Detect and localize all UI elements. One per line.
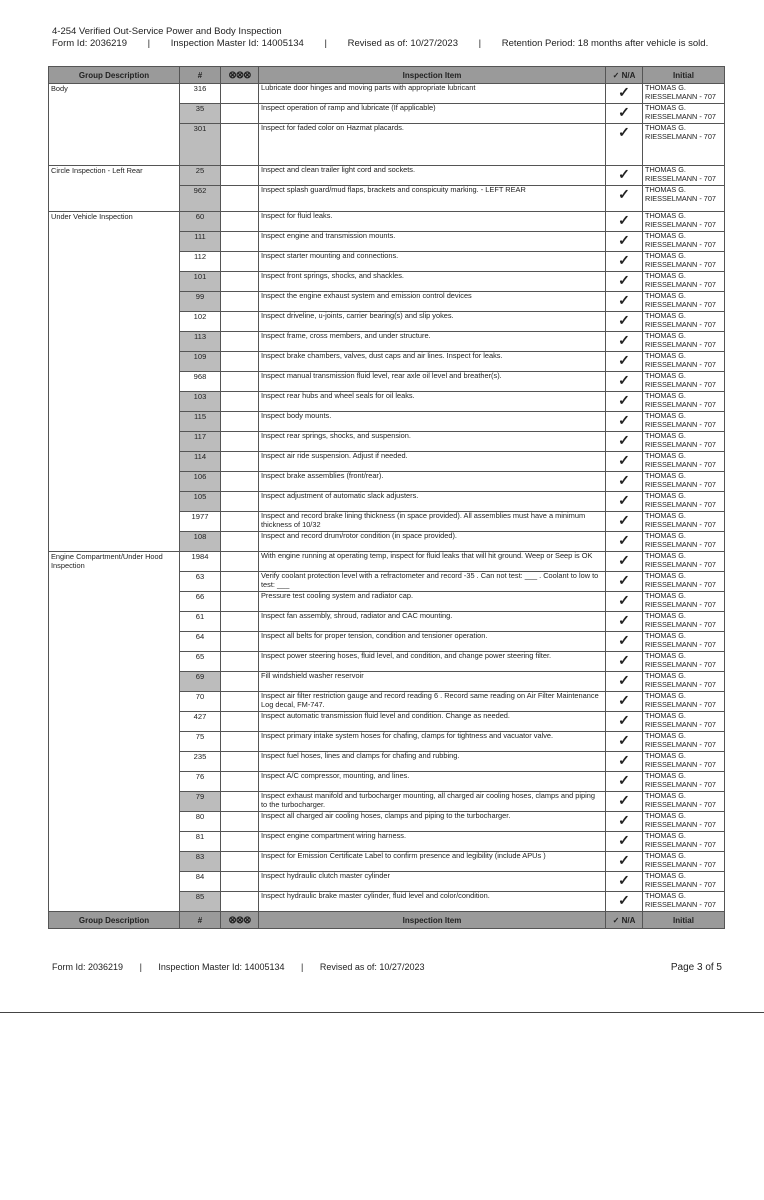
col-group-footer: Group Description	[49, 912, 180, 929]
inspection-item: Inspect exhaust manifold and turbocharger mounting, all charged air cooling hoses, clamps and piping to the turbocharger.	[259, 792, 606, 812]
check-mark: ✓	[606, 652, 643, 672]
table-row	[49, 166, 725, 186]
col-icon-footer	[221, 912, 259, 929]
fail-cell	[221, 872, 259, 892]
col-initial-header: Initial	[643, 67, 725, 84]
check-mark: ✓	[606, 372, 643, 392]
initial-cell: THOMAS G. RIESSELMANN - 707	[643, 632, 725, 652]
inspection-item: Inspect engine compartment wiring harness.	[259, 832, 606, 852]
inspection-item: Inspect engine and transmission mounts.	[259, 232, 606, 252]
fail-cell	[221, 186, 259, 212]
check-mark: ✓	[606, 892, 643, 912]
initial-cell: THOMAS G. RIESSELMANN - 707	[643, 872, 725, 892]
inspection-item: Inspect hydraulic clutch master cylinder	[259, 872, 606, 892]
check-mark: ✓	[606, 104, 643, 124]
fail-cell	[221, 892, 259, 912]
inspection-item: Inspect rear springs, shocks, and suspension.	[259, 432, 606, 452]
inspection-item: Inspect frame, cross members, and under structure.	[259, 332, 606, 352]
fail-cell	[221, 612, 259, 632]
fail-cell	[221, 252, 259, 272]
initial-cell: THOMAS G. RIESSELMANN - 707	[643, 232, 725, 252]
fail-cell	[221, 332, 259, 352]
check-mark: ✓	[606, 186, 643, 212]
document-header	[52, 26, 726, 50]
item-number: 66	[180, 592, 221, 612]
fail-cell	[221, 166, 259, 186]
initial-cell: THOMAS G. RIESSELMANN - 707	[643, 572, 725, 592]
initial-cell: THOMAS G. RIESSELMANN - 707	[643, 592, 725, 612]
fail-cell	[221, 412, 259, 432]
check-mark: ✓	[606, 124, 643, 166]
check-mark: ✓	[606, 732, 643, 752]
check-mark: ✓	[606, 752, 643, 772]
footer-form-id: Form Id: 2036219	[52, 962, 124, 972]
inspection-item: Inspect brake chambers, valves, dust caps and air lines. Inspect for leaks.	[259, 352, 606, 372]
check-mark: ✓	[606, 272, 643, 292]
initial-cell: THOMAS G. RIESSELMANN - 707	[643, 104, 725, 124]
initial-cell: THOMAS G. RIESSELMANN - 707	[643, 272, 725, 292]
item-number: 109	[180, 352, 221, 372]
item-number: 112	[180, 252, 221, 272]
check-mark: ✓	[606, 632, 643, 652]
form-id: Form Id: 2036219	[52, 38, 127, 49]
fail-icons: ⊗⊗⊗	[228, 69, 251, 81]
inspection-item: Inspect operation of ramp and lubricate (If applicable)	[259, 104, 606, 124]
initial-cell: THOMAS G. RIESSELMANN - 707	[643, 252, 725, 272]
check-mark: ✓	[606, 472, 643, 492]
header-meta: Form Id: 2036219 | Inspection Master Id: 14005134 | Revised as of: 10/27/2023 | Retention Period: 18 months after vehicle is sold.	[52, 38, 709, 49]
item-number: 113	[180, 332, 221, 352]
initial-cell: THOMAS G. RIESSELMANN - 707	[643, 166, 725, 186]
fail-cell	[221, 472, 259, 492]
initial-cell: THOMAS G. RIESSELMANN - 707	[643, 812, 725, 832]
item-number: 103	[180, 392, 221, 412]
item-number: 114	[180, 452, 221, 472]
fail-cell	[221, 104, 259, 124]
initial-cell: THOMAS G. RIESSELMANN - 707	[643, 672, 725, 692]
check-mark: ✓	[606, 412, 643, 432]
initial-cell: THOMAS G. RIESSELMANN - 707	[643, 892, 725, 912]
check-mark: ✓	[606, 852, 643, 872]
initial-cell: THOMAS G. RIESSELMANN - 707	[643, 552, 725, 572]
item-number: 65	[180, 652, 221, 672]
item-number: 79	[180, 792, 221, 812]
fail-cell	[221, 372, 259, 392]
fail-cell	[221, 232, 259, 252]
inspection-item: With engine running at operating temp, inspect for fluid leaks that will hit ground. Weep or Seep is OK	[259, 552, 606, 572]
check-mark: ✓	[606, 692, 643, 712]
check-mark: ✓	[606, 872, 643, 892]
item-number: 106	[180, 472, 221, 492]
item-number: 84	[180, 872, 221, 892]
fail-cell	[221, 392, 259, 412]
item-number: 115	[180, 412, 221, 432]
fail-cell	[221, 352, 259, 372]
inspection-item: Inspect fan assembly, shroud, radiator and CAC mounting.	[259, 612, 606, 632]
inspection-item: Inspect all belts for proper tension, condition and tensioner operation.	[259, 632, 606, 652]
check-mark: ✓	[606, 84, 643, 104]
inspection-item: Inspect primary intake system hoses for chafing, clamps for tightness and vacuator valve.	[259, 732, 606, 752]
retention-period: Retention Period: 18 months after vehicle is sold.	[501, 38, 709, 49]
fail-cell	[221, 692, 259, 712]
inspection-item: Inspect adjustment of automatic slack adjusters.	[259, 492, 606, 512]
col-group-header: Group Description	[49, 67, 180, 84]
inspection-item: Inspect for Emission Certificate Label to confirm presence and legibility (include APUs )	[259, 852, 606, 872]
item-number: 1977	[180, 512, 221, 532]
check-mark: ✓	[606, 292, 643, 312]
item-number: 301	[180, 124, 221, 166]
item-number: 108	[180, 532, 221, 552]
table-row	[49, 84, 725, 104]
item-number: 1984	[180, 552, 221, 572]
fail-cell	[221, 432, 259, 452]
inspection-item: Inspect and record brake lining thickness (in space provided). All assemblies must have a minimum thickness of 10/32	[259, 512, 606, 532]
item-number: 105	[180, 492, 221, 512]
inspection-table	[48, 66, 725, 929]
fail-cell	[221, 852, 259, 872]
inspection-item: Inspect fuel hoses, lines and clamps for chafing and rubbing.	[259, 752, 606, 772]
initial-cell: THOMAS G. RIESSELMANN - 707	[643, 692, 725, 712]
fail-cell	[221, 312, 259, 332]
initial-cell: THOMAS G. RIESSELMANN - 707	[643, 412, 725, 432]
table-footer-row	[49, 912, 725, 929]
item-number: 81	[180, 832, 221, 852]
fail-cell	[221, 712, 259, 732]
inspection-item: Inspect for fluid leaks.	[259, 212, 606, 232]
check-mark: ✓	[606, 612, 643, 632]
inspection-item: Inspect A/C compressor, mounting, and lines.	[259, 772, 606, 792]
fail-cell	[221, 292, 259, 312]
initial-cell: THOMAS G. RIESSELMANN - 707	[643, 432, 725, 452]
initial-cell: THOMAS G. RIESSELMANN - 707	[643, 772, 725, 792]
item-number: 85	[180, 892, 221, 912]
page-divider	[0, 1012, 764, 1013]
initial-cell: THOMAS G. RIESSELMANN - 707	[643, 452, 725, 472]
initial-cell: THOMAS G. RIESSELMANN - 707	[643, 392, 725, 412]
item-number: 101	[180, 272, 221, 292]
initial-cell: THOMAS G. RIESSELMANN - 707	[643, 852, 725, 872]
table-row	[49, 552, 725, 572]
inspection-item: Inspect the engine exhaust system and emission control devices	[259, 292, 606, 312]
initial-cell: THOMAS G. RIESSELMANN - 707	[643, 372, 725, 392]
inspection-item: Inspect body mounts.	[259, 412, 606, 432]
group-description: Body	[49, 84, 180, 166]
check-mark: ✓	[606, 332, 643, 352]
table-row	[49, 212, 725, 232]
initial-cell: THOMAS G. RIESSELMANN - 707	[643, 832, 725, 852]
group-description: Under Vehicle Inspection	[49, 212, 180, 552]
inspection-item: Inspect air ride suspension. Adjust if needed.	[259, 452, 606, 472]
inspection-item: Inspect splash guard/mud flaps, brackets and conspicuity marking. - LEFT REAR	[259, 186, 606, 212]
col-item-footer: Inspection Item	[259, 912, 606, 929]
col-item-header: Inspection Item	[259, 67, 606, 84]
fail-cell	[221, 732, 259, 752]
item-number: 111	[180, 232, 221, 252]
check-mark: ✓	[606, 772, 643, 792]
check-mark: ✓	[606, 232, 643, 252]
check-mark: ✓	[606, 832, 643, 852]
initial-cell: THOMAS G. RIESSELMANN - 707	[643, 292, 725, 312]
fail-cell	[221, 592, 259, 612]
col-check-footer: ✓ N/A	[606, 912, 643, 929]
item-number: 61	[180, 612, 221, 632]
initial-cell: THOMAS G. RIESSELMANN - 707	[643, 352, 725, 372]
check-mark: ✓	[606, 572, 643, 592]
inspection-item: Pressure test cooling system and radiator cap.	[259, 592, 606, 612]
check-mark: ✓	[606, 312, 643, 332]
item-number: 99	[180, 292, 221, 312]
fail-cell	[221, 672, 259, 692]
item-number: 63	[180, 572, 221, 592]
fail-cell	[221, 124, 259, 166]
check-mark: ✓	[606, 432, 643, 452]
document-title: 4-254 Verified Out-Service Power and Body Inspection	[52, 26, 282, 37]
inspection-item: Inspect all charged air cooling hoses, clamps and piping to the turbocharger.	[259, 812, 606, 832]
fail-cell	[221, 572, 259, 592]
item-number: 235	[180, 752, 221, 772]
fail-cell	[221, 832, 259, 852]
item-number: 69	[180, 672, 221, 692]
fail-cell	[221, 492, 259, 512]
check-mark: ✓	[606, 452, 643, 472]
fail-cell	[221, 652, 259, 672]
check-mark: ✓	[606, 592, 643, 612]
initial-cell: THOMAS G. RIESSELMANN - 707	[643, 186, 725, 212]
inspection-item: Inspect for faded color on Hazmat placards.	[259, 124, 606, 166]
initial-cell: THOMAS G. RIESSELMANN - 707	[643, 612, 725, 632]
initial-cell: THOMAS G. RIESSELMANN - 707	[643, 212, 725, 232]
initial-cell: THOMAS G. RIESSELMANN - 707	[643, 792, 725, 812]
footer-revised: Revised as of: 10/27/2023	[319, 962, 425, 972]
initial-cell: THOMAS G. RIESSELMANN - 707	[643, 652, 725, 672]
fail-cell	[221, 812, 259, 832]
check-mark: ✓	[606, 672, 643, 692]
check-mark: ✓	[606, 512, 643, 532]
item-number: 968	[180, 372, 221, 392]
item-number: 427	[180, 712, 221, 732]
fail-cell	[221, 772, 259, 792]
group-description: Engine Compartment/Under Hood Inspection	[49, 552, 180, 912]
inspection-item: Inspect automatic transmission fluid level and condition. Change as needed.	[259, 712, 606, 732]
check-mark: ✓	[606, 352, 643, 372]
inspection-item: Inspect and clean trailer light cord and sockets.	[259, 166, 606, 186]
inspection-item: Inspect driveline, u-joints, carrier bearing(s) and slip yokes.	[259, 312, 606, 332]
inspection-item: Inspect starter mounting and connections.	[259, 252, 606, 272]
check-mark: ✓	[606, 252, 643, 272]
item-number: 60	[180, 212, 221, 232]
item-number: 80	[180, 812, 221, 832]
inspection-item: Inspect brake assemblies (front/rear).	[259, 472, 606, 492]
initial-cell: THOMAS G. RIESSELMANN - 707	[643, 332, 725, 352]
item-number: 76	[180, 772, 221, 792]
col-num-footer: #	[180, 912, 221, 929]
fail-cell	[221, 512, 259, 532]
master-id: Inspection Master Id: 14005134	[170, 38, 304, 49]
check-mark: ✓	[606, 552, 643, 572]
item-number: 35	[180, 104, 221, 124]
initial-cell: THOMAS G. RIESSELMANN - 707	[643, 512, 725, 532]
inspection-item: Inspect rear hubs and wheel seals for oil leaks.	[259, 392, 606, 412]
inspection-item: Inspect manual transmission fluid level, rear axle oil level and breather(s).	[259, 372, 606, 392]
col-check-header: ✓ N/A	[606, 67, 643, 84]
fail-icons: ⊗⊗⊗	[228, 914, 251, 926]
col-initial-footer: Initial	[643, 912, 725, 929]
initial-cell: THOMAS G. RIESSELMANN - 707	[643, 492, 725, 512]
fail-cell	[221, 84, 259, 104]
initial-cell: THOMAS G. RIESSELMANN - 707	[643, 532, 725, 552]
check-mark: ✓	[606, 212, 643, 232]
initial-cell: THOMAS G. RIESSELMANN - 707	[643, 712, 725, 732]
fail-cell	[221, 792, 259, 812]
initial-cell: THOMAS G. RIESSELMANN - 707	[643, 732, 725, 752]
initial-cell: THOMAS G. RIESSELMANN - 707	[643, 124, 725, 166]
table-header-row	[49, 67, 725, 84]
initial-cell: THOMAS G. RIESSELMANN - 707	[643, 312, 725, 332]
inspection-item: Inspect power steering hoses, fluid level, and condition, and change power steering filter.	[259, 652, 606, 672]
initial-cell: THOMAS G. RIESSELMANN - 707	[643, 472, 725, 492]
item-number: 70	[180, 692, 221, 712]
inspection-item: Verify coolant protection level with a refractometer and record -35 . Can not test: ___ . Coolant to low to test: ___	[259, 572, 606, 592]
check-mark: ✓	[606, 712, 643, 732]
fail-cell	[221, 632, 259, 652]
fail-cell	[221, 532, 259, 552]
check-mark: ✓	[606, 792, 643, 812]
item-number: 75	[180, 732, 221, 752]
item-number: 117	[180, 432, 221, 452]
initial-cell: THOMAS G. RIESSELMANN - 707	[643, 752, 725, 772]
item-number: 83	[180, 852, 221, 872]
document-footer: Form Id: 2036219 | Inspection Master Id: 14005134 | Revised as of: 10/27/2023 Page 3 of 5	[52, 962, 722, 973]
inspection-item: Fill windshield washer reservoir	[259, 672, 606, 692]
check-mark: ✓	[606, 392, 643, 412]
item-number: 102	[180, 312, 221, 332]
fail-cell	[221, 212, 259, 232]
fail-cell	[221, 552, 259, 572]
inspection-item: Lubricate door hinges and moving parts with appropriate lubricant	[259, 84, 606, 104]
inspection-item: Inspect front springs, shocks, and shackles.	[259, 272, 606, 292]
item-number: 25	[180, 166, 221, 186]
fail-cell	[221, 452, 259, 472]
item-number: 64	[180, 632, 221, 652]
revised-date: Revised as of: 10/27/2023	[347, 38, 458, 49]
inspection-item: Inspect and record drum/rotor condition (in space provided).	[259, 532, 606, 552]
inspection-item: Inspect hydraulic brake master cylinder, fluid level and color/condition.	[259, 892, 606, 912]
page-number: Page 3 of 5	[670, 962, 722, 973]
check-mark: ✓	[606, 166, 643, 186]
initial-cell: THOMAS G. RIESSELMANN - 707	[643, 84, 725, 104]
group-description: Circle Inspection - Left Rear	[49, 166, 180, 212]
item-number: 316	[180, 84, 221, 104]
fail-cell	[221, 752, 259, 772]
check-mark: ✓	[606, 492, 643, 512]
col-icon-header	[221, 67, 259, 84]
col-num-header: #	[180, 67, 221, 84]
item-number: 962	[180, 186, 221, 212]
fail-cell	[221, 272, 259, 292]
inspection-item: Inspect air filter restriction gauge and record reading 6 . Record same reading on Air Filter Maintenance Log decal, FM-747.	[259, 692, 606, 712]
check-mark: ✓	[606, 532, 643, 552]
check-mark: ✓	[606, 812, 643, 832]
footer-master-id: Inspection Master Id: 14005134	[158, 962, 285, 972]
